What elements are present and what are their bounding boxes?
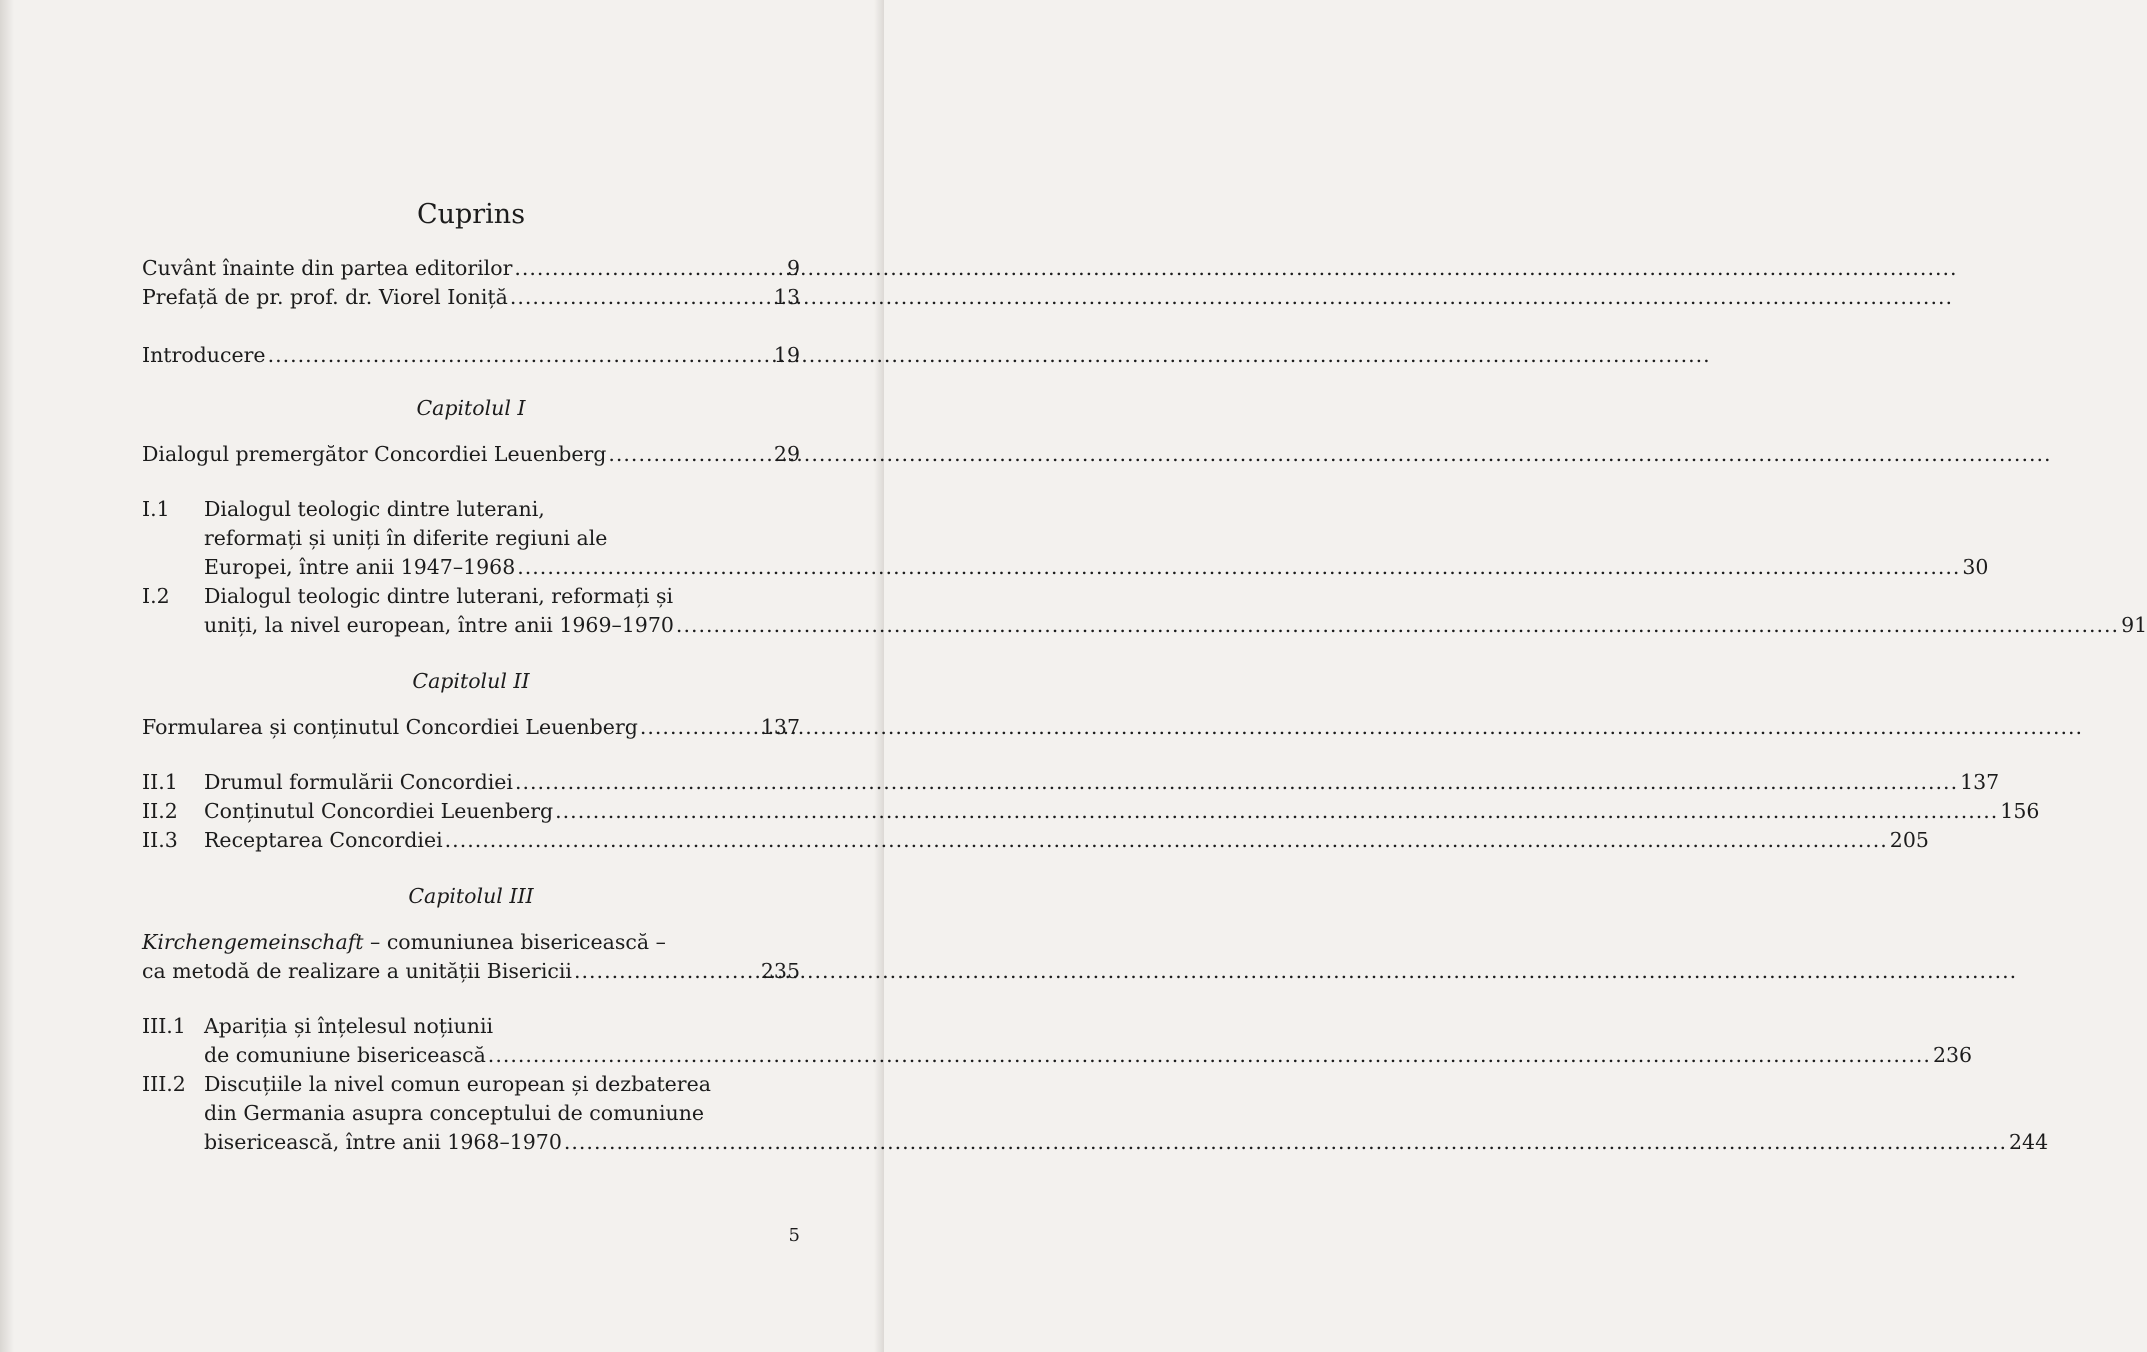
leader-dots (555, 797, 1998, 826)
toc-entry-label: Conținutul Concordiei Leuenberg (204, 799, 554, 823)
toc-page-number: 30 (1962, 555, 1989, 579)
toc-entry-introduction (142, 341, 800, 370)
toc-entry-label: Drumul formulării Concordiei (204, 770, 513, 794)
toc-entry-preface (142, 283, 800, 312)
toc-section-entry (142, 582, 2147, 640)
toc-entry-label: Dialogul premergător Concordiei Leuenberg (142, 442, 607, 466)
toc-entry-label: Europei, între anii 1947–1968 (204, 555, 516, 579)
toc-section-entry (142, 797, 2040, 826)
toc-entry-foreword (142, 254, 800, 283)
toc-chapter-entry (142, 440, 800, 469)
chapter-heading: Capitolul I (416, 396, 526, 420)
toc-entry-label: Prefață de pr. prof. dr. Viorel Ioniță (142, 285, 508, 309)
toc-entry-label: Cuvânt înainte din partea editorilor (142, 256, 513, 280)
toc-entry-label: ca metodă de realizare a unității Bisericii (142, 959, 572, 983)
leader-dots (268, 341, 772, 370)
toc-page-number: 156 (2000, 799, 2040, 823)
toc-page-number: 137 (1960, 770, 2000, 794)
toc-page-number: 235 (760, 959, 800, 983)
toc-page-number: 9 (786, 256, 800, 280)
toc-section-entry (142, 768, 2000, 797)
leader-dots (445, 826, 1888, 855)
section-number: I.2 (142, 584, 170, 608)
page-number: 5 (788, 1225, 800, 1246)
leader-dots (515, 768, 1958, 797)
section-line: Discuțiile la nivel comun european și dezbaterea (204, 1072, 711, 1096)
leader-dots (510, 283, 772, 312)
toc-entry-label: Receptarea Concordiei (204, 828, 443, 852)
leader-dots (488, 1041, 1931, 1070)
section-line: reformați și uniți în diferite regiuni ale (204, 526, 608, 550)
section-number: II.1 (142, 770, 178, 794)
section-line: din Germania asupra conceptului de comuniune (204, 1101, 705, 1125)
toc-section-entry (142, 1012, 1973, 1070)
toc-section-entry (142, 495, 1989, 582)
toc-page-number: 91 (2121, 613, 2147, 637)
chapter-title-rest: – comuniunea bisericească – (363, 930, 666, 954)
chapter-heading: Capitolul II (412, 669, 530, 693)
toc-entry-label: bisericească, între anii 1968–1970 (204, 1130, 562, 1154)
leader-dots (514, 254, 785, 283)
section-number: III.2 (142, 1072, 186, 1096)
toc-entry-label: de comuniune bisericească (204, 1043, 486, 1067)
toc-page-number: 244 (2009, 1130, 2049, 1154)
section-number: II.3 (142, 828, 178, 852)
toc-section-entry (142, 1070, 2049, 1157)
leader-dots (517, 553, 1960, 582)
leader-dots (608, 440, 772, 469)
toc-chapter-entry (142, 957, 800, 986)
chapter-title-italic: Kirchengemeinschaft (142, 930, 364, 954)
toc-page-number: 137 (760, 715, 800, 739)
toc-entry-label: Formularea și conținutul Concordiei Leuenberg (142, 715, 638, 739)
leader-dots (640, 713, 759, 742)
toc-page-number: 13 (773, 285, 800, 309)
section-line: Dialogul teologic dintre luterani, reformați și (204, 584, 674, 608)
toc-chapter-title-line (142, 928, 800, 957)
page-binding-shadow (0, 0, 14, 1352)
toc-entry-label: Introducere (142, 343, 266, 367)
toc-page-number: 19 (773, 343, 800, 367)
section-number: I.1 (142, 497, 170, 521)
leader-dots (676, 611, 2119, 640)
toc-entry-label: uniți, la nivel european, între anii 1969–1970 (204, 613, 674, 637)
section-number: II.2 (142, 799, 178, 823)
section-line: Dialogul teologic dintre luterani, (204, 497, 545, 521)
page-title: Cuprins (416, 199, 526, 230)
toc-page-number: 29 (773, 442, 800, 466)
chapter-heading: Capitolul III (408, 884, 534, 908)
toc-section-entry (142, 826, 1929, 855)
toc-chapter-entry (142, 713, 800, 742)
toc-page-number: 236 (1932, 1043, 1973, 1067)
table-of-contents (142, 195, 2147, 1157)
toc-page-number: 205 (1889, 828, 1929, 852)
leader-dots (574, 957, 759, 986)
leader-dots (564, 1128, 2007, 1157)
section-number: III.1 (142, 1014, 186, 1038)
section-line: Apariția și înțelesul noțiunii (204, 1014, 494, 1038)
